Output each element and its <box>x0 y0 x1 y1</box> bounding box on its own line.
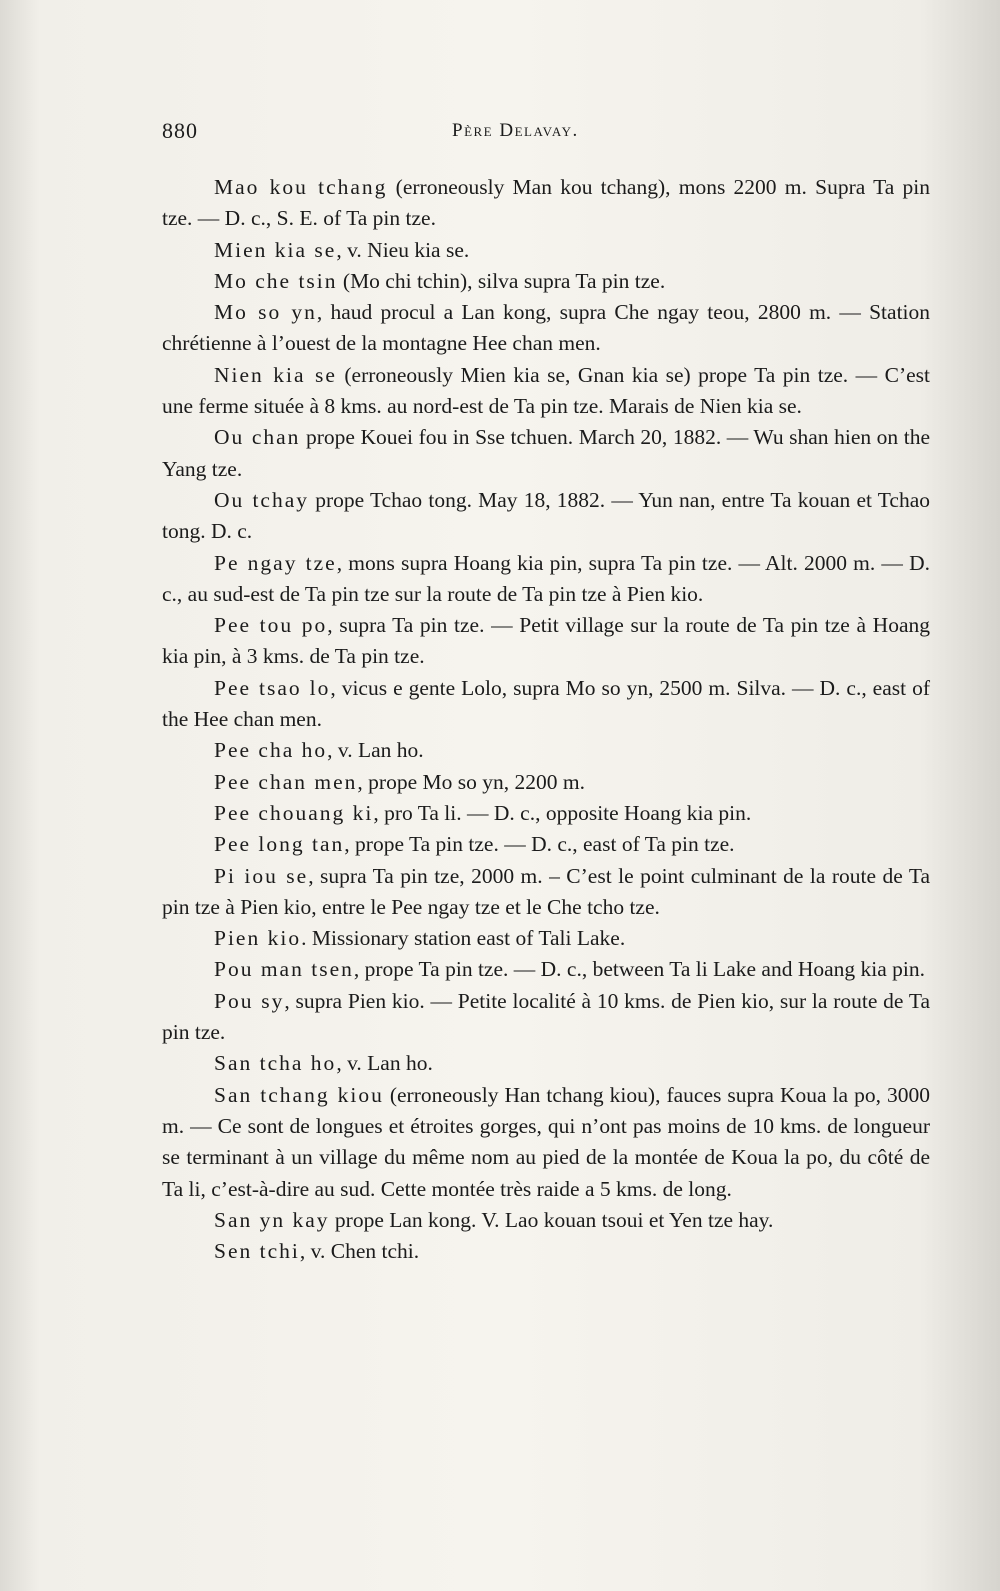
entry-term: San tchang kiou <box>214 1082 384 1107</box>
entry-text: , v. Lan ho. <box>327 738 424 763</box>
gazetteer-entry <box>162 297 930 360</box>
gazetteer-entry <box>162 266 930 297</box>
gazetteer-entry <box>162 172 930 235</box>
entry-text: , prope Mo so yn, 2200 m. <box>357 769 585 794</box>
entry-term: Pou man tsen <box>214 957 354 982</box>
entry-text: , prope Ta pin tze. — D. c., between Ta li Lake and Hoang kia pin. <box>353 957 926 982</box>
page-header <box>162 118 928 158</box>
gazetteer-entry <box>162 861 930 924</box>
gazetteer-entry <box>162 1048 930 1079</box>
gazetteer-entry <box>162 235 930 266</box>
entry-text: prope Lan kong. V. Lao kouan tsoui et Yen tze hay. <box>329 1207 774 1232</box>
entry-term: Pee tou po <box>214 613 328 638</box>
gazetteer-entry <box>162 673 930 736</box>
entry-text: , v. Lan ho. <box>336 1051 433 1076</box>
gazetteer-entry <box>162 548 930 611</box>
gazetteer-entry <box>162 1236 930 1267</box>
gazetteer-entry <box>162 485 930 548</box>
entry-text: . Missionary station east of Tali Lake. <box>301 926 626 951</box>
entry-term: Pee tsao lo <box>214 675 331 700</box>
entry-text: , supra Ta pin tze, 2000 m. – C’est le point culminant de la route de Ta pin tze à Pien kio, entre le Pee ngay tze et le Che tcho tze. <box>162 863 930 919</box>
entry-term: Mao kou tchang <box>214 175 388 199</box>
entry-text: , v. Nieu kia se. <box>336 237 470 262</box>
gazetteer-entry <box>162 923 930 954</box>
entry-term: Pe ngay tze <box>214 550 337 575</box>
entry-term: Mien kia se <box>214 237 337 262</box>
entry-text: , v. Chen tchi. <box>299 1239 420 1264</box>
entry-term: Pee chouang ki <box>214 800 374 825</box>
running-head: Père Delavay. <box>452 120 579 141</box>
gazetteer-entry <box>162 829 930 860</box>
entry-text: prope Tchao tong. May 18, 1882. — Yun nan, entre Ta kouan et Tchao tong. D. c. <box>162 487 930 544</box>
gazetteer-entry <box>162 360 930 423</box>
entry-term: Ou tchay <box>214 487 310 512</box>
entry-text: , pro Ta li. — D. c., opposite Hoang kia pin. <box>373 800 752 825</box>
gazetteer-entry <box>162 422 930 485</box>
page-number: 880 <box>162 118 198 143</box>
entry-term: Pien kio <box>214 926 302 951</box>
entry-term: Mo che tsin <box>214 268 338 293</box>
entry-term: Pi iou se <box>214 863 309 888</box>
entry-text: , prope Ta pin tze. — D. c., east of Ta pin tze. <box>344 832 735 857</box>
entry-text: , mons supra Hoang kia pin, supra Ta pin tze. — Alt. 2000 m. — D. c., au sud-est de Ta pin tze sur la route de Ta pin tze à Pien kio. <box>162 550 930 606</box>
entry-term: Pee chan men <box>214 769 358 794</box>
entry-text: , haud procul a Lan kong, supra Che ngay teou, 2800 m. — Station chrétienne à l’ouest de la montagne Hee chan men. <box>162 300 931 356</box>
gazetteer-entries <box>162 172 930 1267</box>
entry-term: Nien kia se <box>214 362 337 387</box>
entry-term: Pee long tan <box>214 832 345 857</box>
gazetteer-entry <box>162 1080 930 1205</box>
entry-text: , vicus e gente Lolo, supra Mo so yn, 2500 m. Silva. — D. c., east of the Hee chan men. <box>162 675 930 732</box>
entry-term: Pee cha ho <box>214 738 328 763</box>
entry-text: , supra Pien kio. — Petite localité à 10 kms. de Pien kio, sur la route de Ta pin tze. <box>162 988 931 1045</box>
entry-term: Ou chan <box>214 425 301 450</box>
entry-text: (erroneously Han tchang kiou), fauces supra Koua la po, 3000 m. — Ce sont de longues et étroites gorges, qui n’ont pas moins de 10 kms. de longueur se terminant à un village du même nom au pied de la montée de Koua la po, du côté de Ta li, c’est-à-dire au sud. Cette montée très raide a 5 kms. de long. <box>162 1082 930 1201</box>
entry-text: , supra Ta pin tze. — Petit village sur la route de Ta pin tze à Hoang kia pin, à 3 kms. de Ta pin tze. <box>162 613 930 669</box>
gazetteer-entry <box>162 954 930 985</box>
entry-term: Pou sy <box>214 988 285 1013</box>
entry-term: Mo so yn <box>214 300 317 325</box>
gazetteer-entry <box>162 767 930 798</box>
entry-text: (Mo chi tchin), silva supra Ta pin tze. <box>337 268 666 293</box>
entry-text: prope Kouei fou in Sse tchuen. March 20, 1882. — Wu shan hien on the Yang tze. <box>162 425 930 481</box>
entry-term: San tcha ho <box>214 1051 337 1076</box>
gazetteer-entry <box>162 986 930 1049</box>
entry-term: Sen tchi <box>214 1239 300 1264</box>
gazetteer-entry <box>162 610 930 673</box>
gazetteer-entry <box>162 798 930 829</box>
gazetteer-entry <box>162 735 930 766</box>
gazetteer-entry <box>162 1205 930 1236</box>
entry-text: (erroneously Mien kia se, Gnan kia se) prope Ta pin tze. — C’est une ferme située à 8 kms. au nord-est de Ta pin tze. Marais de Nien kia se. <box>162 362 930 419</box>
entry-term: San yn kay <box>214 1207 330 1232</box>
entry-text: (erroneously Man kou tchang), mons 2200 m. Supra Ta pin tze. — D. c., S. E. of Ta pin tze. <box>162 175 930 231</box>
